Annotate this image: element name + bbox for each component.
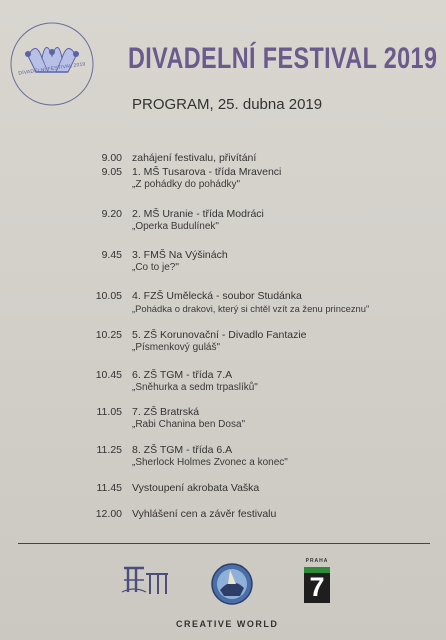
footer-divider <box>18 543 430 544</box>
program-act: 3. FMŠ Na Výšinách <box>132 249 228 261</box>
praha-number: 7 <box>309 572 325 602</box>
program-time: 11.25 <box>96 444 122 456</box>
program-time: 9.45 <box>101 249 122 261</box>
program-title: „Co to je?" <box>132 262 179 273</box>
program-title: „Sněhurka a sedm trpaslíků" <box>132 382 258 393</box>
praha-label: PRAHA <box>305 558 329 564</box>
program-time: 12.00 <box>95 508 122 520</box>
program-time: 11.05 <box>96 406 122 418</box>
program-act: 4. FZŠ Umělecká - soubor Studánka <box>132 290 302 302</box>
program-time: 9.00 <box>101 152 122 164</box>
praha-badge <box>304 567 330 603</box>
program-act: 6. ZŠ TGM - třída 7.A <box>132 369 233 381</box>
program-act: 1. MŠ Tusarova - třída Mravenci <box>132 166 282 178</box>
program-act: zahájení festivalu, přivítání <box>132 152 257 164</box>
theatre-logo-icon <box>118 562 176 602</box>
creative-world-logo: CREATIVE WORLD <box>176 619 279 629</box>
program-title: „Pohádka o drakovi, který si chtěl vzít za ženu princeznu" <box>132 303 370 314</box>
program-title: „Operka Budulínek" <box>132 221 219 232</box>
praha-7-logo <box>300 558 334 606</box>
program-act: Vystoupení akrobata Vaška <box>132 482 260 494</box>
program-time: 10.25 <box>95 329 122 341</box>
program-title: „Z pohádky do pohádky" <box>132 179 241 190</box>
program-time: 10.45 <box>95 369 122 381</box>
program-title: „Sherlock Holmes Zvonec a konec" <box>132 457 288 468</box>
program-title: „Rabi Chanina ben Dosa" <box>132 419 246 430</box>
program-act: 5. ZŠ Korunovační - Divadlo Fantazie <box>132 329 307 341</box>
program-time: 9.20 <box>101 208 122 220</box>
program-act: 2. MŠ Uranie - třída Modráci <box>132 208 264 220</box>
program-date: PROGRAM, 25. dubna 2019 <box>132 96 323 113</box>
page-title: DIVADELNÍ FESTIVAL 2019 <box>128 42 438 75</box>
logo-caption: DIVADELNÍ FESTIVAL 2019 <box>18 61 86 77</box>
program-act: 7. ZŠ Bratrská <box>132 406 200 418</box>
program-act: 8. ZŠ TGM - třída 6.A <box>132 444 233 456</box>
round-emblem-icon <box>210 562 254 606</box>
program-time: 10.05 <box>95 290 122 302</box>
program-title: „Písmenkový guláš" <box>132 342 221 353</box>
program-time: 9.05 <box>101 166 122 178</box>
program-time: 11.45 <box>96 482 122 494</box>
program-act: Vyhlášení cen a závěr festivalu <box>132 508 277 520</box>
